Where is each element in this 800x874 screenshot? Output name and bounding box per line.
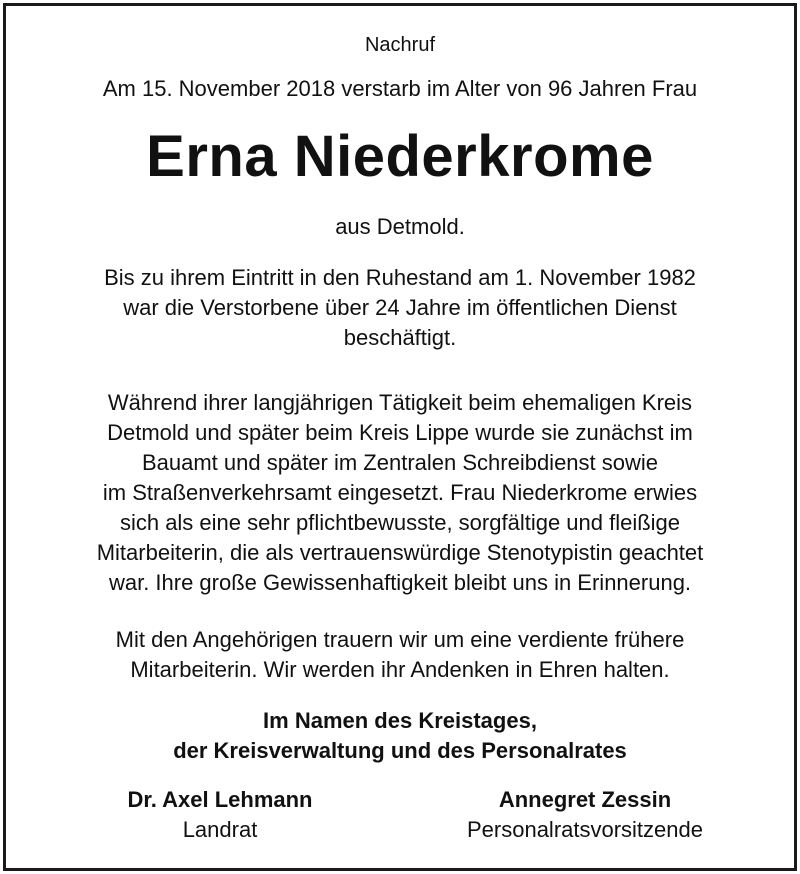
intro-text: Am 15. November 2018 verstarb im Alter von 96 Jahren Frau: [102, 76, 698, 101]
paragraph-line: Bauamt und später im Zentralen Schreibdienst sowie: [141, 450, 659, 475]
paragraph-career: [0, 263, 800, 353]
paragraph-line: Detmold und später beim Kreis Lippe wurde sie zunächst im: [107, 420, 693, 445]
signer-role: Personalratsvorsitzende: [466, 817, 703, 842]
paragraph-line: Mitarbeiterin. Wir werden ihr Andenken in Ehren halten.: [130, 657, 670, 682]
paragraph-mourning: [0, 625, 800, 685]
origin-text: aus Detmold.: [335, 214, 465, 239]
paragraph-line: war. Ihre große Gewissenhaftigkeit bleibt uns in Erinnerung.: [108, 570, 692, 595]
signer-role: Landrat: [182, 817, 258, 842]
paragraph-line: beschäftigt.: [343, 325, 457, 350]
paragraph-line: im Straßenverkehrsamt eingesetzt. Frau Niederkrome erwies: [102, 480, 698, 505]
organization-line: der Kreisverwaltung und des Personalrates: [173, 738, 627, 763]
paragraph-line: Bis zu ihrem Eintritt in den Ruhestand am 1. November 1982: [104, 265, 696, 290]
paragraph-line: war die Verstorbene über 24 Jahre im öffentlichen Dienst: [123, 295, 677, 320]
signer-landrat: [60, 785, 380, 845]
deceased-name: Erna Niederkrome: [146, 124, 654, 189]
paragraph-line: sich als eine sehr pflichtbewusste, sorgfältige und fleißige: [119, 510, 681, 535]
paragraph-line: Mitarbeiterin, die als vertrauenswürdige Stenotypistin geachtet: [96, 540, 704, 565]
organization-line: Im Namen des Kreistages,: [263, 708, 537, 733]
notice-heading: Nachruf: [364, 34, 436, 56]
signature-organization: [0, 706, 800, 766]
paragraph-work: [0, 388, 800, 598]
signer-name: Annegret Zessin: [498, 787, 672, 812]
signer-personalrat: [400, 785, 770, 845]
signer-name: Dr. Axel Lehmann: [127, 787, 313, 812]
paragraph-line: Während ihrer langjährigen Tätigkeit beim ehemaligen Kreis: [107, 390, 693, 415]
paragraph-line: Mit den Angehörigen trauern wir um eine verdiente frühere: [115, 627, 685, 652]
